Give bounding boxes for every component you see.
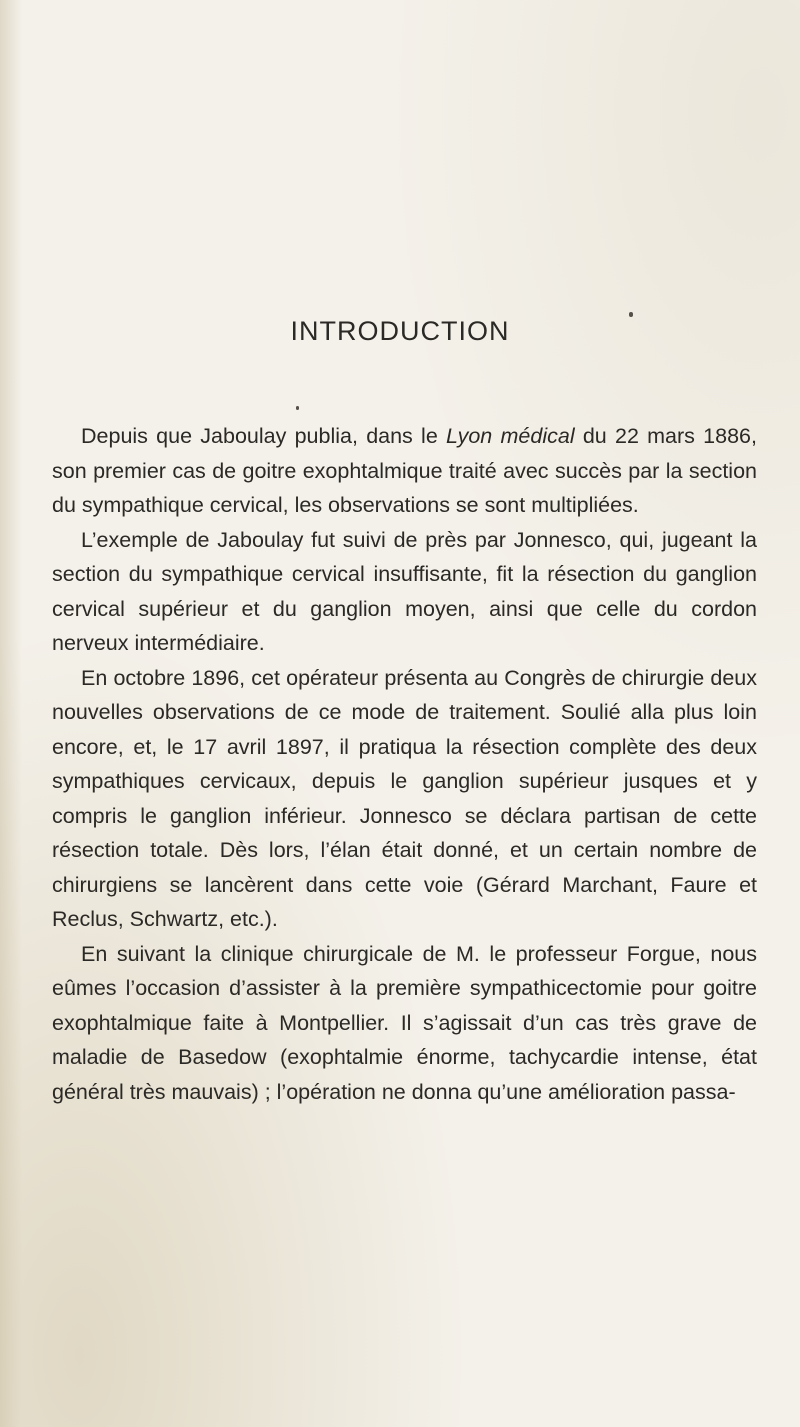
paragraph-4: En suivant la clinique chirurgicale de M. le professeur Forgue, nous eûmes l’occasion d’assister à la première sympathicectomie pour goitre exophtalmique faite à Montpellier. Il s’agissait d’un cas très grave de maladie de Basedow (exophtalmie énorme, tachycardie intense, état général très mauvais) ; l’opération ne donna qu’une amélioration passa- bbox=[52, 941, 757, 1104]
journal-title: Lyon médical bbox=[446, 424, 575, 448]
paragraph-1-before: Depuis que Jaboulay publia, dans le bbox=[81, 424, 447, 448]
ink-speck bbox=[296, 406, 299, 410]
paragraph-1-after: du 22 mars 1886, son premier cas de goitre exophtalmique traité avec succès par la section du sympathique cervical, les observations se sont multipliées. bbox=[52, 424, 757, 517]
paragraph-2: L’exemple de Jaboulay fut suivi de près par Jonnesco, qui, jugeant la section du sympathique cervical insuffisante, fit la résection du ganglion cervical supérieur et du ganglion moyen, ainsi que celle du cordon nerveux intermédiaire. bbox=[52, 527, 757, 655]
paragraph-1 bbox=[52, 419, 757, 523]
body-text bbox=[52, 419, 757, 1109]
paragraph-3: En octobre 1896, cet opérateur présenta au Congrès de chirurgie deux nouvelles observations de ce mode de traitement. Soulié alla plus loin encore, et, le 17 avril 1897, il pratiqua la résection complète des deux sympathiques cervicaux, depuis le ganglion supérieur jusques et y compris le ganglion inférieur. Jonnesco se déclara partisan de cette résection totale. Dès lors, l’élan était donné, et un certain nombre de chirurgiens se lancèrent dans cette voie (Gérard Marchant, Faure et Reclus, Schwartz, etc.). bbox=[52, 665, 757, 931]
page-title: INTRODUCTION bbox=[290, 316, 510, 346]
